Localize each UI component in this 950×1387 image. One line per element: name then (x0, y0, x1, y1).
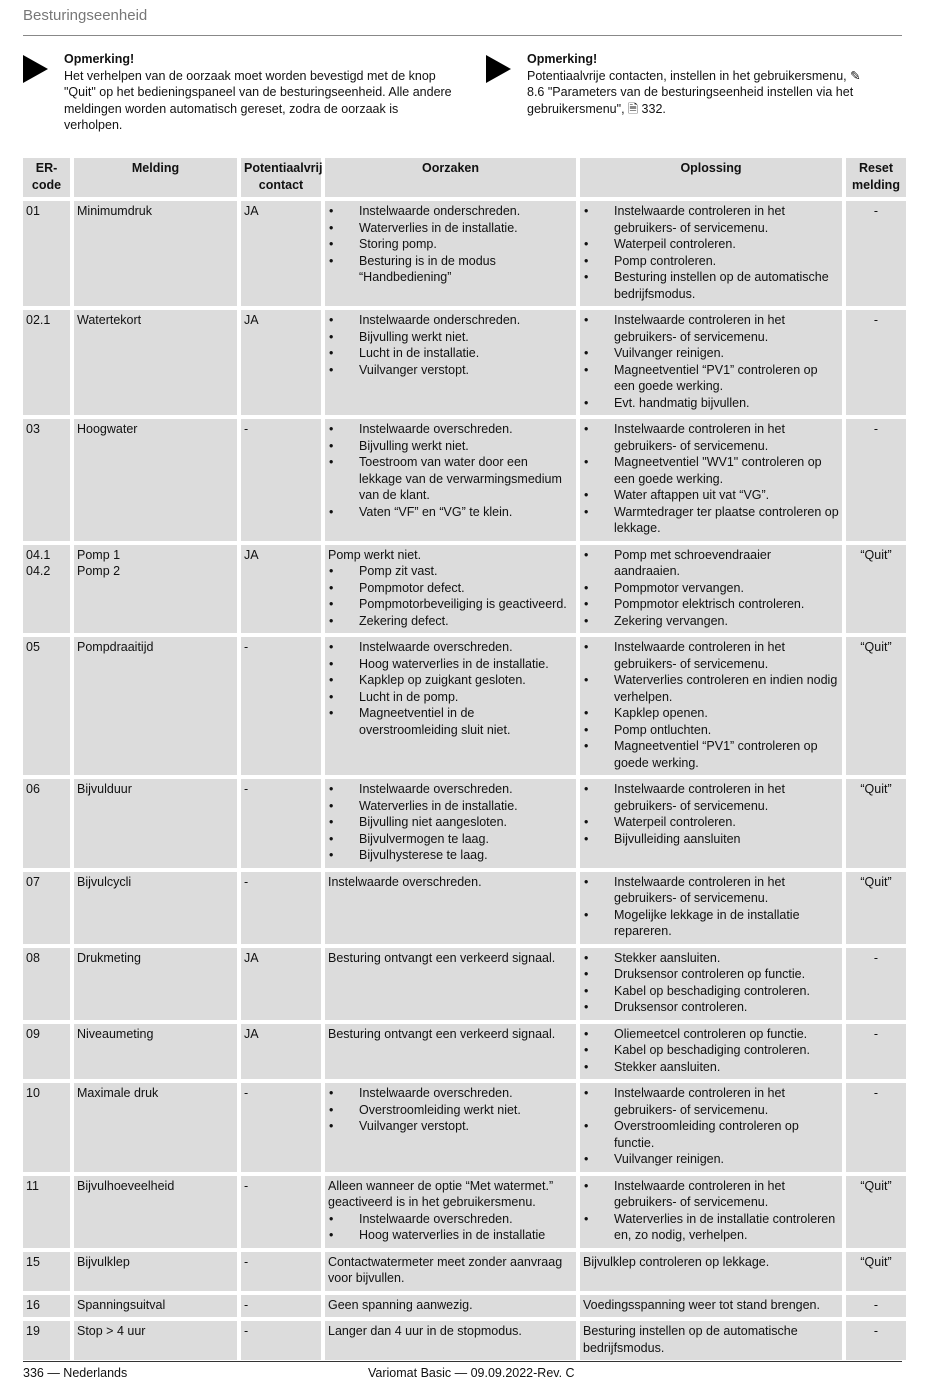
oplossing-item: • Waterpeil controleren. (583, 236, 839, 253)
page-header-title: Besturingseenheid (23, 7, 148, 24)
cell-er-code (23, 1252, 70, 1291)
cell-melding (74, 545, 237, 634)
cell-contact (241, 637, 321, 775)
cell-reset (846, 779, 906, 868)
reset-value: “Quit” (860, 640, 892, 654)
oplossing-item-list (583, 421, 839, 537)
column-header-contact: Potentiaalvrij contact (241, 158, 321, 197)
cell-reset (846, 1083, 906, 1172)
melding-text: Bijvulduur (77, 782, 132, 796)
cell-oorzaken (325, 948, 576, 1020)
oplossing-intro: Bijvulklep controleren op lekkage. (583, 1254, 770, 1269)
cell-melding (74, 1176, 237, 1248)
cell-reset (846, 1295, 906, 1318)
contact-value: - (244, 1324, 249, 1338)
table-row (23, 779, 906, 868)
oplossing-item: • Pomp controleren. (583, 253, 839, 270)
cell-oorzaken (325, 1176, 576, 1248)
oorzaken-intro: Geen spanning aanwezig. (328, 1297, 473, 1312)
oplossing-item: • Druksensor controleren. (583, 999, 839, 1016)
cell-contact (241, 201, 321, 306)
cell-oplossing (580, 1252, 842, 1291)
cell-oplossing (580, 545, 842, 634)
oplossing-item: • Pompmotor vervangen. (583, 580, 839, 597)
oplossing-item: • Kapklep openen. (583, 705, 839, 722)
oorzaak-item: • Pompmotorbeveiliging is geactiveerd. (328, 596, 573, 613)
table-body (23, 201, 906, 1360)
oorzaak-item: • Lucht in de pomp. (328, 689, 573, 706)
oorzaak-item: • Vuilvanger verstopt. (328, 362, 573, 379)
cell-melding (74, 637, 237, 775)
cell-er-code (23, 1176, 70, 1248)
cell-oorzaken (325, 1024, 576, 1080)
oplossing-item: • Stekker aansluiten. (583, 1059, 839, 1076)
cell-melding (74, 1295, 237, 1318)
oplossing-item: • Vuilvanger reinigen. (583, 1151, 839, 1168)
cell-reset (846, 201, 906, 306)
oorzaken-intro: Alleen wanneer de optie “Met watermet.” geactiveerd is in het gebruikersmenu. (328, 1178, 554, 1209)
oplossing-item: • Zekering vervangen. (583, 613, 839, 630)
oorzaak-item: • Overstroomleiding werkt niet. (328, 1102, 573, 1119)
cell-er-code (23, 779, 70, 868)
cell-contact (241, 872, 321, 944)
oorzaken-intro: Besturing ontvangt een verkeerd signaal. (328, 950, 556, 965)
oorzaak-item: • Zekering defect. (328, 613, 573, 630)
oorzaken-intro: Besturing ontvangt een verkeerd signaal. (328, 1026, 556, 1041)
contact-value: - (244, 1086, 249, 1100)
cell-contact (241, 545, 321, 634)
cell-reset (846, 545, 906, 634)
oorzaak-item: • Hoog waterverlies in de installatie (328, 1227, 573, 1244)
table-row (23, 1024, 906, 1080)
oplossing-intro: Voedingsspanning weer tot stand brengen. (583, 1297, 820, 1312)
cell-oorzaken (325, 1083, 576, 1172)
oorzaak-item: • Bijvulvermogen te laag. (328, 831, 573, 848)
cell-reset (846, 637, 906, 775)
cell-contact (241, 1024, 321, 1080)
cell-melding (74, 872, 237, 944)
contact-value: - (244, 782, 249, 796)
reset-value: - (873, 1026, 879, 1041)
reset-value: - (873, 1297, 879, 1312)
table-row (23, 1176, 906, 1248)
table-row (23, 310, 906, 415)
cell-reset (846, 1252, 906, 1291)
column-header-melding: Melding (74, 158, 237, 197)
melding-text: Pomp 2 (77, 564, 121, 578)
oorzaak-item-list (328, 781, 573, 864)
cell-oorzaken (325, 637, 576, 775)
reset-value: “Quit” (860, 1178, 892, 1193)
cell-oplossing (580, 779, 842, 868)
cell-reset (846, 1024, 906, 1080)
cell-melding (74, 1252, 237, 1291)
cell-oplossing (580, 1024, 842, 1080)
oplossing-item: • Magneetventiel “PV1” controleren op goede werking. (583, 738, 839, 771)
oplossing-item-list (583, 203, 839, 302)
cell-reset (846, 310, 906, 415)
table-row (23, 1321, 906, 1360)
table-header-row (23, 158, 906, 197)
header-divider (23, 35, 902, 36)
oorzaken-intro: Pomp werkt niet. (328, 547, 422, 562)
cell-er-code (23, 419, 70, 541)
oplossing-item: • Stekker aansluiten. (583, 950, 839, 967)
table-row (23, 1295, 906, 1318)
error-code-table-wrapper (23, 158, 902, 1360)
melding-text: Minimumdruk (77, 204, 153, 218)
note-title: Opmerking! (527, 52, 598, 66)
oplossing-item: • Vuilvanger reinigen. (583, 345, 839, 362)
er-code: 08 (26, 950, 40, 965)
er-code: 01 (26, 204, 40, 218)
cell-reset (846, 1321, 906, 1360)
oplossing-item: • Magneetventiel "WV1" controleren op een goede werking. (583, 454, 839, 487)
cell-oorzaken (325, 872, 576, 944)
melding-text: Bijvulhoeveelheid (77, 1178, 175, 1193)
er-code: 06 (26, 782, 40, 796)
oplossing-item-list (583, 1026, 839, 1076)
oorzaak-item: • Pomp zit vast. (328, 563, 573, 580)
note-body (527, 51, 876, 117)
oplossing-item-list (583, 547, 839, 630)
oorzaak-item: • Instelwaarde onderschreden. (328, 312, 573, 329)
footer-page-number: 336 — Nederlands (23, 1366, 128, 1380)
cell-oorzaken (325, 419, 576, 541)
contact-value: - (244, 1178, 249, 1193)
reset-value: “Quit” (860, 874, 892, 889)
cell-contact (241, 1321, 321, 1360)
oorzaak-item: • Toestroom van water door een lekkage van de verwarmingsmedium van de klant. (328, 454, 573, 504)
reset-value: “Quit” (860, 547, 892, 562)
error-code-table (19, 154, 910, 1364)
cell-oorzaken (325, 545, 576, 634)
column-header-reset: Reset melding (846, 158, 906, 197)
cell-er-code (23, 948, 70, 1020)
oorzaak-item: • Instelwaarde overschreden. (328, 639, 573, 656)
contact-value: JA (244, 204, 259, 218)
oplossing-item: • Evt. handmatig bijvullen. (583, 395, 839, 412)
footer-divider (23, 1361, 902, 1362)
melding-text: Maximale druk (77, 1086, 159, 1100)
contact-value: - (244, 640, 249, 654)
cell-oplossing (580, 1321, 842, 1360)
table-row (23, 872, 906, 944)
oorzaak-item: • Bijvulhysterese te laag. (328, 847, 573, 864)
contact-value: - (244, 422, 249, 436)
table-row (23, 1252, 906, 1291)
cell-melding (74, 310, 237, 415)
reset-value: - (873, 1324, 879, 1338)
cell-er-code (23, 310, 70, 415)
oorzaak-item: • Waterverlies in de installatie. (328, 798, 573, 815)
oplossing-item-list (583, 781, 839, 847)
cell-contact (241, 1295, 321, 1318)
contact-value: JA (244, 950, 259, 965)
oplossing-item-list (583, 950, 839, 1016)
column-header-oplossing: Oplossing (580, 158, 842, 197)
cell-oplossing (580, 201, 842, 306)
arrow-right-icon (486, 55, 511, 83)
oplossing-item: • Kabel op beschadiging controleren. (583, 983, 839, 1000)
cell-melding (74, 419, 237, 541)
reset-value: - (873, 950, 879, 965)
melding-text: Bijvulklep (77, 1254, 130, 1269)
cell-oorzaken (325, 201, 576, 306)
contact-value: JA (244, 313, 259, 327)
oorzaak-item: • Lucht in de installatie. (328, 345, 573, 362)
oplossing-item: • Druksensor controleren op functie. (583, 966, 839, 983)
cell-er-code (23, 1024, 70, 1080)
cell-oorzaken (325, 1321, 576, 1360)
cell-contact (241, 1252, 321, 1291)
cell-oorzaken (325, 1252, 576, 1291)
contact-value: JA (244, 547, 259, 562)
cell-reset (846, 948, 906, 1020)
cell-melding (74, 201, 237, 306)
er-code: 16 (26, 1297, 40, 1312)
cell-er-code (23, 545, 70, 634)
reset-value: - (873, 204, 879, 218)
oorzaak-item: • Kapklep op zuigkant gesloten. (328, 672, 573, 689)
oplossing-intro: Besturing instellen op de automatische bedrijfsmodus. (583, 1324, 798, 1355)
oplossing-item-list (583, 312, 839, 411)
reset-value: - (873, 1086, 879, 1100)
oplossing-item: • Overstroomleiding controleren op functie. (583, 1118, 839, 1151)
table-row (23, 637, 906, 775)
oorzaak-item-list (328, 421, 573, 520)
oplossing-item: • Instelwaarde controleren in het gebruikers- of servicemenu. (583, 639, 839, 672)
cell-contact (241, 948, 321, 1020)
cell-contact (241, 779, 321, 868)
oplossing-item: • Instelwaarde controleren in het gebruikers- of servicemenu. (583, 203, 839, 236)
oorzaak-item-list (328, 1211, 573, 1244)
oplossing-item: • Besturing instellen op de automatische bedrijfsmodus. (583, 269, 839, 302)
oorzaak-item-list (328, 639, 573, 738)
oorzaak-item-list (328, 1085, 573, 1135)
reset-value: - (873, 313, 879, 327)
table-row (23, 201, 906, 306)
oorzaak-item: • Vaten “VF” en “VG” te klein. (328, 504, 573, 521)
er-code: 02.1 (26, 313, 51, 327)
cell-reset (846, 872, 906, 944)
oorzaak-item-list (328, 563, 573, 629)
er-code: 04.2 (26, 564, 51, 578)
contact-value: - (244, 1254, 249, 1269)
oplossing-item-list (583, 874, 839, 940)
oorzaak-item: • Instelwaarde onderschreden. (328, 203, 573, 220)
oorzaak-item: • Storing pomp. (328, 236, 573, 253)
melding-text: Pomp 1 (77, 547, 121, 562)
oplossing-item: • Pomp met schroevendraaier aandraaien. (583, 547, 839, 580)
oplossing-item: • Waterpeil controleren. (583, 814, 839, 831)
cell-contact (241, 310, 321, 415)
oorzaak-item: • Vuilvanger verstopt. (328, 1118, 573, 1135)
oplossing-item: • Waterverlies in de installatie controleren en, zo nodig, verhelpen. (583, 1211, 839, 1244)
oplossing-item-list (583, 639, 839, 771)
cell-melding (74, 779, 237, 868)
er-code: 05 (26, 640, 40, 654)
cell-melding (74, 1321, 237, 1360)
oplossing-item: • Warmtedrager ter plaatse controleren op lekkage. (583, 504, 839, 537)
table-row (23, 419, 906, 541)
column-header-er-code: ER-code (23, 158, 70, 197)
contact-value: - (244, 874, 249, 889)
note-title: Opmerking! (64, 52, 135, 66)
er-code: 19 (26, 1324, 40, 1338)
oplossing-item-list (583, 1085, 839, 1168)
melding-text: Niveaumeting (77, 1026, 154, 1041)
note-quit (23, 51, 453, 134)
melding-text: Stop > 4 uur (77, 1324, 146, 1338)
cell-er-code (23, 1295, 70, 1318)
table-row (23, 545, 906, 634)
oorzaak-item: • Waterverlies in de installatie. (328, 220, 573, 237)
melding-text: Hoogwater (77, 422, 138, 436)
cell-er-code (23, 872, 70, 944)
cell-melding (74, 948, 237, 1020)
er-code: 10 (26, 1086, 40, 1100)
cell-contact (241, 1083, 321, 1172)
oorzaken-intro: Instelwaarde overschreden. (328, 874, 482, 889)
footer-document-id: Variomat Basic — 09.09.2022-Rev. C (368, 1366, 575, 1380)
melding-text: Spanningsuitval (77, 1297, 166, 1312)
oorzaak-item: • Hoog waterverlies in de installatie. (328, 656, 573, 673)
oorzaak-item-list (328, 203, 573, 286)
note-body (64, 51, 453, 134)
cell-reset (846, 1176, 906, 1248)
contact-value: JA (244, 1026, 259, 1041)
oplossing-item: • Instelwaarde controleren in het gebruikers- of servicemenu. (583, 421, 839, 454)
oorzaak-item: • Magneetventiel in de overstroomleiding sluit niet. (328, 705, 573, 738)
oplossing-item: • Pompmotor elektrisch controleren. (583, 596, 839, 613)
cell-oplossing (580, 637, 842, 775)
melding-text: Watertekort (77, 313, 142, 327)
oplossing-item: • Mogelijke lekkage in de installatie repareren. (583, 907, 839, 940)
cell-oorzaken (325, 779, 576, 868)
cell-oplossing (580, 419, 842, 541)
cell-er-code (23, 201, 70, 306)
oorzaak-item: • Bijvulling niet aangesloten. (328, 814, 573, 831)
oplossing-item: • Instelwaarde controleren in het gebruikers- of servicemenu. (583, 781, 839, 814)
cell-reset (846, 419, 906, 541)
oorzaak-item: • Instelwaarde overschreden. (328, 1211, 573, 1228)
oplossing-item: • Bijvulleiding aansluiten (583, 831, 839, 848)
cell-er-code (23, 1321, 70, 1360)
reset-value: - (873, 422, 879, 436)
table-row (23, 1083, 906, 1172)
oorzaak-item: • Pompmotor defect. (328, 580, 573, 597)
cell-melding (74, 1083, 237, 1172)
oorzaak-item: • Bijvulling werkt niet. (328, 438, 573, 455)
table-row (23, 948, 906, 1020)
oplossing-item: • Oliemeetcel controleren op functie. (583, 1026, 839, 1043)
note-text: Het verhelpen van de oorzaak moet worden bevestigd met de knop "Quit" op het bedieningspaneel van de besturingseenheid. Alle andere meldingen worden automatisch gereset, zodra de oorzaak is verholpen. (64, 68, 452, 132)
cell-oplossing (580, 1295, 842, 1318)
oplossing-item: • Kabel op beschadiging controleren. (583, 1042, 839, 1059)
oplossing-item: • Pomp ontluchten. (583, 722, 839, 739)
oorzaken-intro: Langer dan 4 uur in de stopmodus. (328, 1324, 522, 1338)
cell-contact (241, 419, 321, 541)
cell-oplossing (580, 1083, 842, 1172)
cell-oorzaken (325, 1295, 576, 1318)
cell-er-code (23, 637, 70, 775)
note-potential-free-contacts (486, 51, 876, 117)
er-code: 11 (26, 1178, 39, 1193)
oplossing-item: • Instelwaarde controleren in het gebruikers- of servicemenu. (583, 874, 839, 907)
melding-text: Drukmeting (77, 950, 141, 965)
cell-oplossing (580, 872, 842, 944)
cell-er-code (23, 1083, 70, 1172)
er-code: 15 (26, 1254, 40, 1269)
cell-contact (241, 1176, 321, 1248)
er-code: 09 (26, 1026, 40, 1041)
oorzaken-intro: Contactwatermeter meet zonder aanvraag voor bijvullen. (328, 1254, 563, 1285)
er-code: 04.1 (26, 547, 51, 562)
reset-value: “Quit” (860, 782, 892, 796)
oplossing-item: • Waterverlies controleren en indien nodig verhelpen. (583, 672, 839, 705)
oorzaak-item: • Instelwaarde overschreden. (328, 421, 573, 438)
oplossing-item: • Instelwaarde controleren in het gebruikers- of servicemenu. (583, 1178, 839, 1211)
column-header-oorzaken: Oorzaken (325, 158, 576, 197)
melding-text: Bijvulcycli (77, 874, 132, 889)
melding-text: Pompdraaitijd (77, 640, 154, 654)
oorzaak-item: • Instelwaarde overschreden. (328, 781, 573, 798)
cell-oorzaken (325, 310, 576, 415)
oplossing-item-list (583, 1178, 839, 1244)
note-text: Potentiaalvrije contacten, instellen in het gebruikersmenu, ✎ 8.6 "Parameters van de besturingseenheid instellen via het gebruikersmenu", 🗎 332. (527, 68, 861, 116)
er-code: 03 (26, 422, 40, 436)
cell-oplossing (580, 948, 842, 1020)
oorzaak-item-list (328, 312, 573, 378)
cell-oplossing (580, 1176, 842, 1248)
oplossing-item: • Water aftappen uit vat “VG”. (583, 487, 839, 504)
oorzaak-item: • Bijvulling werkt niet. (328, 329, 573, 346)
arrow-right-icon (23, 55, 48, 83)
oorzaak-item: • Besturing is in de modus “Handbediening” (328, 253, 573, 286)
reset-value: “Quit” (860, 1254, 892, 1269)
cell-melding (74, 1024, 237, 1080)
cell-oplossing (580, 310, 842, 415)
oplossing-item: • Instelwaarde controleren in het gebruikers- of servicemenu. (583, 312, 839, 345)
oplossing-item: • Instelwaarde controleren in het gebruikers- of servicemenu. (583, 1085, 839, 1118)
oorzaak-item: • Instelwaarde overschreden. (328, 1085, 573, 1102)
oplossing-item: • Magneetventiel “PV1” controleren op een goede werking. (583, 362, 839, 395)
contact-value: - (244, 1297, 249, 1312)
er-code: 07 (26, 874, 40, 889)
